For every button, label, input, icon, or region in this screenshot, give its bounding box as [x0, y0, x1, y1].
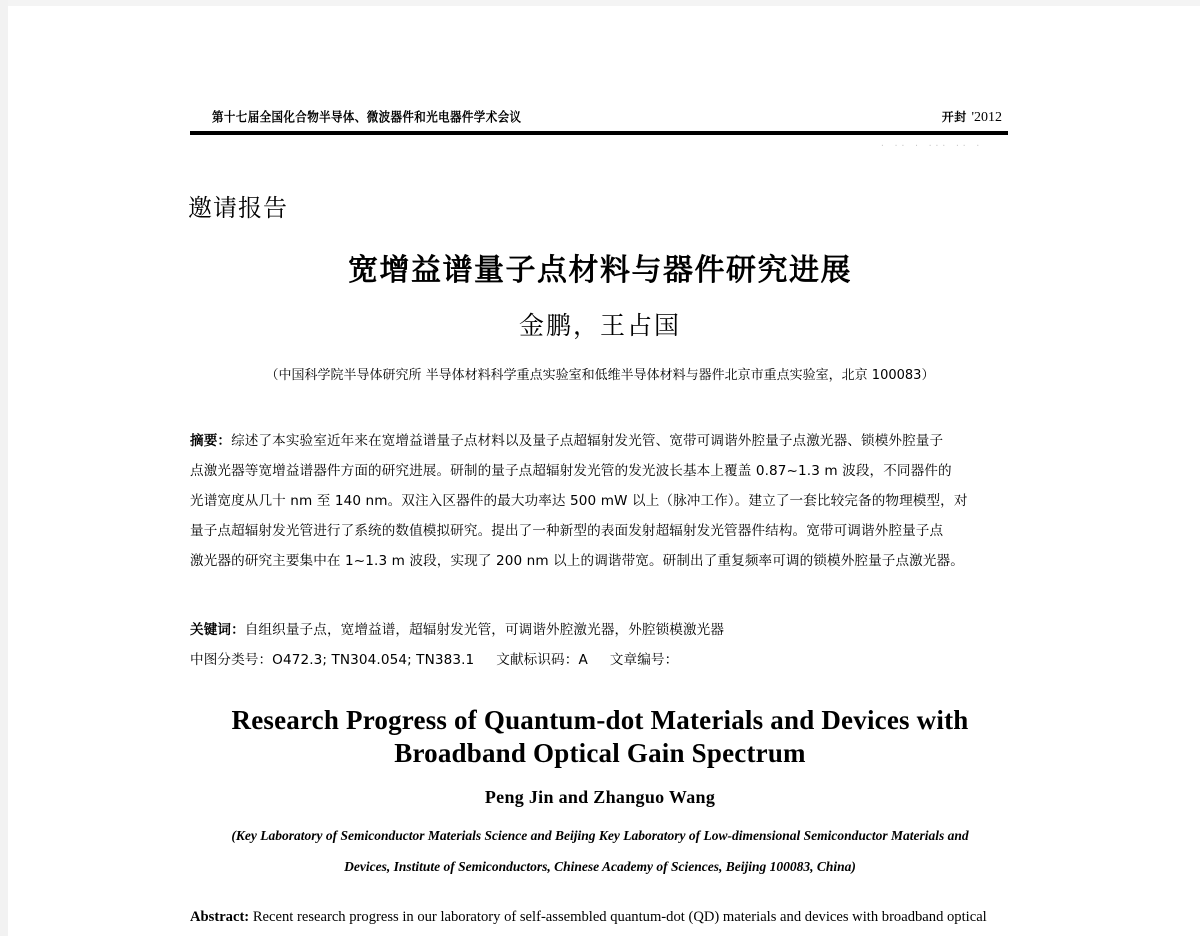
english-title — [0, 704, 1200, 770]
english-affiliation — [150, 820, 1050, 882]
english-affiliation-line-2: Devices, Institute of Semiconductors, Chinese Academy of Sciences, Beijing 100083, China) — [344, 859, 856, 874]
chinese-abstract-line: 光谱宽度从几十 nm 至 140 nm。双注入区器件的最大功率达 500 mW 以上（脉冲工作）。建立了一套比较完备的物理模型，对 — [190, 493, 968, 509]
chinese-classification-line — [190, 648, 678, 668]
running-head-year: '2012 — [971, 110, 1002, 125]
english-abstract — [190, 907, 1020, 927]
chinese-abstract-line: 量子点超辐射发光管进行了系统的数值模拟研究。提出了一种新型的表面发射超辐射发光管器件结构。宽带可调谐外腔量子点 — [190, 523, 944, 539]
header-rule-scan-gap — [848, 130, 958, 131]
article-id-label: 文章编号： — [609, 652, 679, 668]
document-code-label: 文献标识码： — [496, 652, 579, 668]
chinese-keywords-value: 自组织量子点，宽增益谱，超辐射发光管，可调谐外腔激光器，外腔锁模激光器 — [244, 622, 725, 638]
chinese-authors: 金鹏，王占国 — [518, 313, 681, 340]
clc-label: 中图分类号： — [190, 652, 273, 668]
chinese-keywords — [190, 618, 724, 638]
chinese-keywords-label: 关键词： — [190, 622, 245, 638]
english-abstract-label: Abstract: — [190, 909, 250, 925]
scan-artifact-text: · ·· · ··· ·· · — [880, 141, 983, 150]
chinese-abstract-line: 点激光器等宽增益谱器件方面的研究进展。研制的量子点超辐射发光管的发光波长基本上覆盖 0.87~1.3 m 波段，不同器件的 — [190, 463, 952, 479]
chinese-abstract-line-1: 综述了本实验室近年来在宽增益谱量子点材料以及量子点超辐射发光管、宽带可调谐外腔量子点激光器、锁模外腔量子 — [231, 433, 944, 449]
english-title-line-2: Broadband Optical Gain Spectrum — [394, 738, 806, 768]
document-code-value: A — [578, 652, 588, 668]
running-head-place: 开封 — [941, 110, 967, 124]
running-head-conference-name: 第十七届全国化合物半导体、微波器件和光电器件学术会议 — [212, 109, 522, 125]
running-head-place-year — [942, 108, 1002, 126]
chinese-abstract-label: 摘要： — [190, 433, 232, 449]
english-title-line-1: Research Progress of Quantum-dot Materials and Devices with — [231, 705, 969, 735]
scan-edge-top — [0, 0, 1200, 6]
chinese-title: 宽增益谱量子点材料与器件研究进展 — [348, 253, 852, 288]
chinese-affiliation: （中国科学院半导体研究所 半导体材料科学重点实验室和低维半导体材料与器件北京市重点实验室，北京 100083） — [265, 368, 935, 383]
section-label-invited-talk: 邀请报告 — [188, 194, 288, 222]
chinese-abstract-line: 激光器的研究主要集中在 1~1.3 m 波段，实现了 200 nm 以上的调谐带宽。研制出了重复频率可调的锁模外腔量子点激光器。 — [190, 553, 964, 569]
clc-value: O472.3; TN304.054; TN383.1 — [272, 652, 475, 668]
running-head — [190, 108, 1010, 130]
english-affiliation-line-1: (Key Laboratory of Semiconductor Materials Science and Beijing Key Laboratory of Low-dimensional Semiconductor Materials and — [231, 828, 969, 843]
header-rule — [190, 131, 1008, 135]
chinese-abstract-line — [190, 426, 1010, 456]
english-abstract-line-1: Recent research progress in our laboratory of self-assembled quantum-dot (QD) materials and devices with broadband optical — [252, 909, 987, 925]
chinese-abstract — [190, 426, 1010, 576]
english-authors: Peng Jin and Zhanguo Wang — [484, 787, 716, 807]
